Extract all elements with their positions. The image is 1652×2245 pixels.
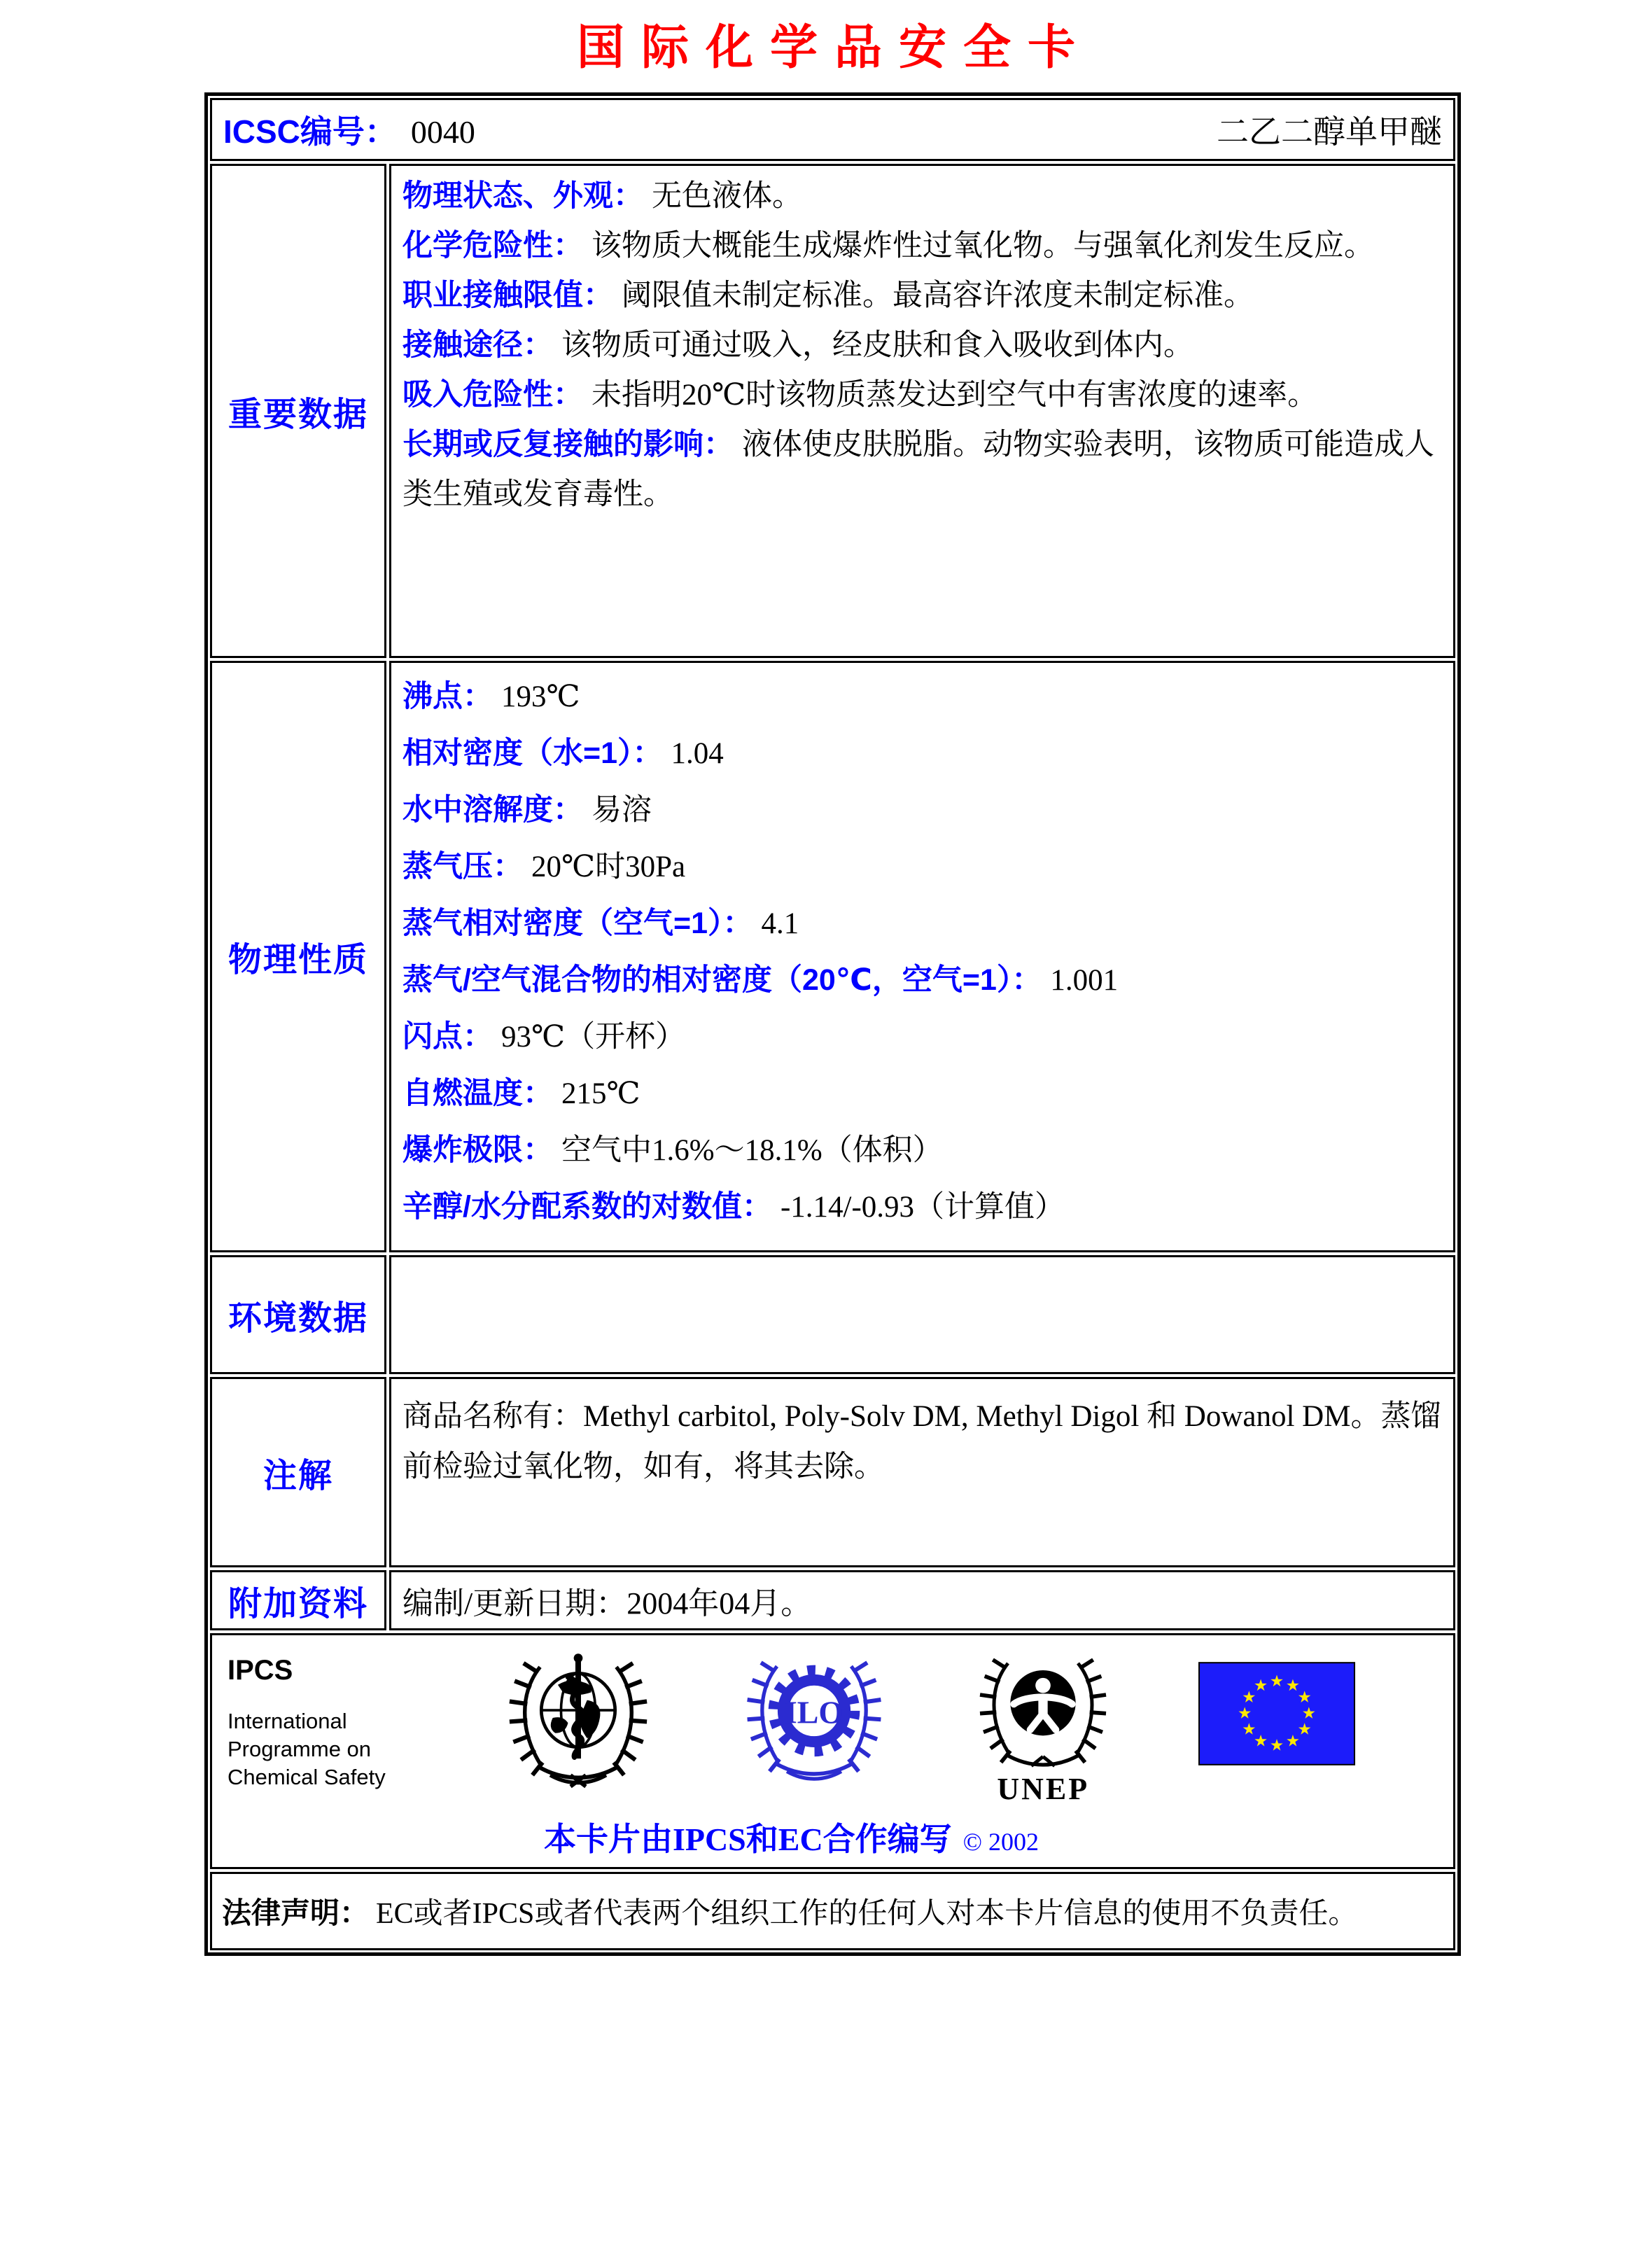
property-item: 蒸气/空气混合物的相对密度（20℃，空气=1）： 1.001 bbox=[402, 963, 1119, 997]
copyright-line bbox=[227, 1814, 1355, 1860]
unep-emblem-icon bbox=[973, 1646, 1113, 1807]
physical-properties-label-cell bbox=[210, 661, 386, 1252]
ipcs-title: IPCS bbox=[227, 1655, 293, 1686]
notes-content-cell bbox=[389, 1377, 1455, 1567]
chemical-name: 二乙二醇单甲醚 bbox=[1217, 114, 1442, 150]
row-physical-properties bbox=[210, 661, 1455, 1252]
ilo-monogram: ILO bbox=[784, 1694, 844, 1730]
ipcs-text-block bbox=[227, 1646, 416, 1791]
ipcs-subtitle-line: Programme on bbox=[227, 1737, 372, 1761]
icsc-number-label: ICSC编号： bbox=[223, 113, 397, 150]
additional-info-row-label: 附加资料 bbox=[227, 1585, 368, 1623]
important-item: 物理状态、外观： 无色液体。 bbox=[402, 179, 802, 213]
notes-label-cell bbox=[210, 1377, 386, 1567]
important-data-content-cell bbox=[389, 164, 1455, 658]
icsc-number-group bbox=[223, 106, 475, 153]
legal-notice-cell bbox=[210, 1872, 1455, 1950]
property-item: 闪点： 93℃（开杯） bbox=[402, 1020, 686, 1054]
property-item: 自燃温度： 215℃ bbox=[402, 1077, 640, 1110]
who-emblem-icon bbox=[502, 1646, 654, 1789]
property-item: 蒸气压： 20℃时30Pa bbox=[402, 850, 686, 883]
legal-notice-text: EC或者IPCS或者代表两个组织工作的任何人对本卡片信息的使用不负责任。 bbox=[376, 1898, 1358, 1930]
environmental-data-row-label: 环境数据 bbox=[227, 1299, 368, 1337]
important-item: 职业接触限值： 阈限值未制定标准。最高容许浓度未制定标准。 bbox=[402, 279, 1254, 312]
additional-info-text: 编制/更新日期：2004年04月。 bbox=[402, 1586, 812, 1621]
row-notes bbox=[210, 1377, 1455, 1567]
row-additional-info bbox=[210, 1570, 1455, 1630]
copyright-text: 本卡片由IPCS和EC合作编写 bbox=[543, 1821, 952, 1857]
ipcs-subtitle-line: Chemical Safety bbox=[227, 1765, 386, 1789]
notes-row-label: 注解 bbox=[262, 1457, 333, 1495]
additional-info-content-cell bbox=[389, 1570, 1455, 1630]
eu-flag-icon bbox=[1198, 1662, 1355, 1765]
notes-text: 商品名称有：Methyl carbitol, Poly-Solv DM, Methyl Digol 和 Dowanol DM。蒸馏前检验过氧化物，如有，将其去除。 bbox=[402, 1400, 1441, 1483]
header-row bbox=[210, 98, 1455, 161]
ipcs-subtitle-line: International bbox=[227, 1709, 347, 1733]
copyright-year: © 2002 bbox=[962, 1828, 1040, 1856]
property-item: 相对密度（水=1）： 1.04 bbox=[402, 736, 724, 770]
row-important-data bbox=[210, 164, 1455, 658]
important-item: 接触途径： 该物质可通过吸入，经皮肤和食入吸收到体内。 bbox=[402, 328, 1194, 362]
important-item: 长期或反复接触的影响： 液体使皮肤脱脂。动物实验表明，该物质可能造成人类生殖或发育毒性。 bbox=[402, 428, 1434, 511]
important-data-row-label: 重要数据 bbox=[227, 396, 368, 433]
property-item: 蒸气相对密度（空气=1）： 4.1 bbox=[402, 907, 799, 940]
additional-info-label-cell bbox=[210, 1570, 386, 1630]
important-data-label-cell bbox=[210, 164, 386, 658]
logos-cell bbox=[210, 1633, 1455, 1869]
row-environmental-data bbox=[210, 1255, 1455, 1374]
important-item: 吸入危险性： 未指明20℃时该物质蒸发达到空气中有害浓度的速率。 bbox=[402, 378, 1318, 412]
physical-properties-row-label: 物理性质 bbox=[227, 942, 368, 979]
property-item: 爆炸极限： 空气中1.6%～18.1%（体积） bbox=[402, 1133, 943, 1167]
property-item: 辛醇/水分配系数的对数值： -1.14/-0.93（计算值） bbox=[402, 1190, 1065, 1224]
icsc-card-table bbox=[204, 92, 1461, 1956]
logo-strip bbox=[227, 1646, 1355, 1807]
row-legal-notice bbox=[210, 1872, 1455, 1950]
header-cell bbox=[210, 98, 1455, 161]
important-item: 化学危险性： 该物质大概能生成爆炸性过氧化物。与强氧化剂发生反应。 bbox=[402, 229, 1374, 263]
physical-properties-content-cell bbox=[389, 661, 1455, 1252]
page-title: 国际化学品安全卡 bbox=[576, 20, 1092, 76]
unep-label: UNEP bbox=[997, 1772, 1090, 1806]
environmental-data-content-cell bbox=[389, 1255, 1455, 1374]
row-logos bbox=[210, 1633, 1455, 1869]
environmental-data-label-cell bbox=[210, 1255, 386, 1374]
ilo-emblem-icon bbox=[740, 1646, 888, 1785]
property-item: 水中溶解度： 易溶 bbox=[402, 793, 652, 827]
icsc-number-value: 0040 bbox=[410, 114, 475, 150]
legal-notice-label: 法律声明： bbox=[222, 1896, 370, 1929]
property-item: 沸点： 193℃ bbox=[402, 680, 580, 713]
